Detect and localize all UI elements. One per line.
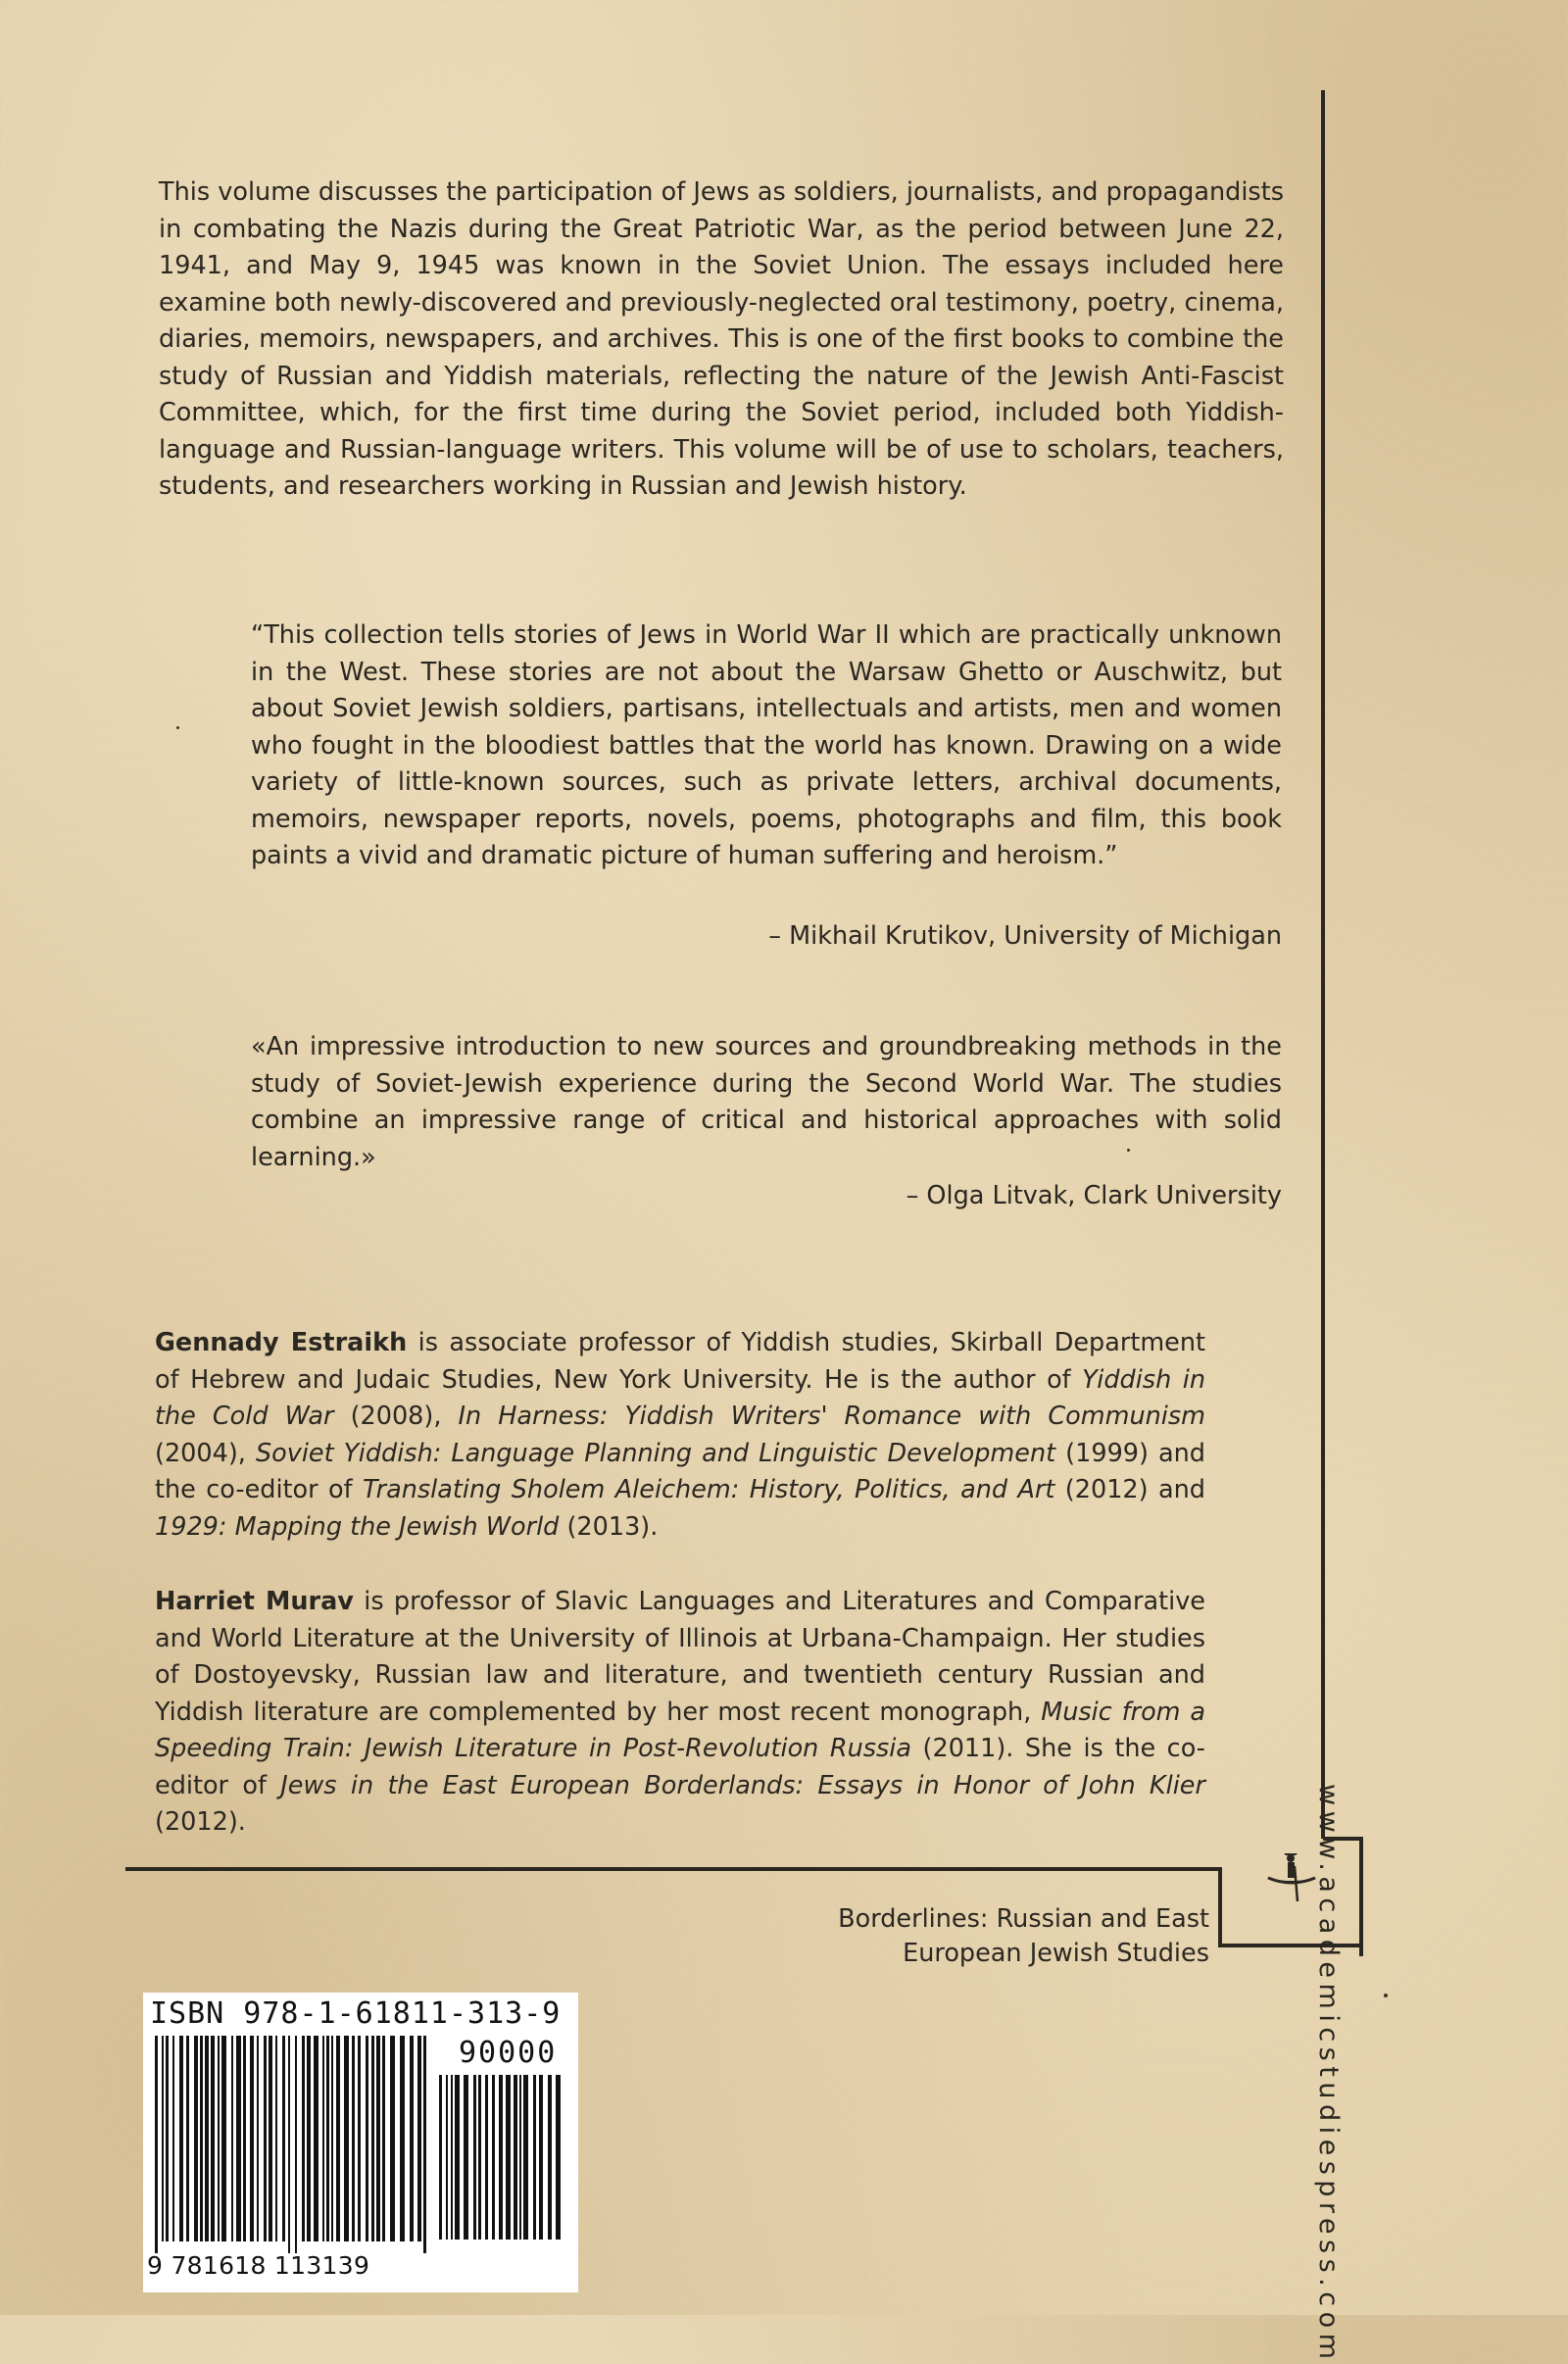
barcode-bar	[473, 2075, 476, 2240]
barcode-bar	[172, 2036, 174, 2241]
barcode-bar	[218, 2036, 220, 2241]
barcode-bar	[331, 2036, 333, 2241]
barcode-bar	[417, 2036, 421, 2241]
book-title: Translating Sholem Aleichem: History, Politics, and Art	[363, 1475, 1055, 1504]
barcode-bar	[390, 2036, 395, 2241]
book-title: Music from a Speeding Train: Jewish Literature in Post-Revolution Russia	[155, 1697, 1206, 1763]
book-description: This volume discusses the participation of Jews as soldiers, journalists, and propagandists in combating the Nazis during the Great Patriotic War, as the period between June 22, 1941, and May 9, 1945 was known in the Soviet Union. The essays included here examine both newly-discovered and previously-neglected oral testimony, poetry, cinema, diaries, memoirs, newspapers, and archives. This is one of the first books to combine the study of Russian and Yiddish materials, reflecting the nature of the Jewish Anti-Fascist Committee, which, for the first time during the Soviet period, included both Yiddish-language and Russian-language writers. This volume will be of use to scholars, teachers, students, and researchers working in Russian and Jewish history.	[159, 177, 1284, 501]
barcode-bar	[302, 2036, 305, 2241]
barcode-bar	[336, 2036, 340, 2241]
barcode-bar	[366, 2036, 368, 2241]
barcode-bar	[446, 2075, 448, 2240]
isbn-label: ISBN 978-1-61811-313-9	[150, 1996, 562, 2031]
barcode-bar	[423, 2036, 426, 2253]
series-line: Borderlines: Russian and East	[838, 1904, 1209, 1934]
author-name: Gennady Estraikh	[155, 1328, 408, 1357]
barcode-bar	[485, 2075, 488, 2240]
barcode-bar	[539, 2075, 543, 2240]
barcode-bar	[282, 2036, 285, 2241]
barcode-bar	[211, 2036, 215, 2241]
endorsement-quote: “This collection tells stories of Jews in World War II which are practically unknown in the West. These stories are not about the Warsaw Ghetto or Auschwitz, but about Soviet Jewish soldiers, partisans, intellectuals and artists, men and women who fought in the bloodiest battles that the world has known. Drawing on a wide variety of little-known sources, such as private letters, archival documents, memoirs, newspaper reports, novels, poems, photographs and film, this book paints a vivid and dramatic picture of human suffering and heroism.”	[251, 620, 1282, 870]
barcode-bar	[352, 2036, 355, 2241]
author-bio-murav	[155, 1584, 1205, 1842]
barcode-bar	[455, 2075, 460, 2240]
barcode-bar	[314, 2036, 318, 2241]
barcode-bar	[200, 2036, 203, 2241]
barcode-bar	[264, 2036, 267, 2241]
barcode-bar	[162, 2036, 164, 2241]
author-name: Harriet Murav	[155, 1587, 354, 1616]
book-title: Soviet Yiddish: Language Planning and Linguistic Development	[255, 1438, 1056, 1468]
barcode-bar	[523, 2075, 528, 2240]
barcode-bar	[499, 2075, 503, 2240]
bio-text: is professor of Slavic Languages and Literatures and Comparative and World Literature at the University of Illinois at Urbana-Champaign. Her studies of Dostoyevsky, Russian law and literature, and twentieth century Russian and Yiddish literature are complemented by her most recent monograph,	[155, 1587, 1205, 1727]
barcode-bar	[236, 2036, 241, 2241]
barcode-bar	[344, 2036, 349, 2241]
barcode-bar	[506, 2075, 511, 2240]
barcode-bar	[548, 2075, 552, 2240]
barcode-bar	[205, 2036, 209, 2241]
paper-speck	[1127, 1149, 1130, 1152]
bio-text: (2012).	[155, 1807, 246, 1837]
barcode-bar	[186, 2036, 189, 2241]
bio-text: (2008),	[333, 1402, 459, 1431]
border-rule	[1218, 1867, 1222, 1946]
bio-text: (2013).	[559, 1511, 659, 1542]
series-title	[838, 1902, 1209, 1971]
bio-text: (2012) and	[1054, 1475, 1205, 1504]
barcode-bar	[243, 2036, 246, 2241]
ean-bars	[155, 2036, 431, 2253]
endorsement-quote: «An impressive introduction to new sources and groundbreaking methods in the study of Soviet-Jewish experience during the Second World War. The studies combine an impressive range of critical and historical approaches with solid learning.»	[251, 1032, 1282, 1172]
barcode-bar	[179, 2036, 183, 2241]
book-title: 1929: Mapping the Jewish World	[155, 1511, 560, 1542]
barcode-bar	[382, 2036, 385, 2241]
bio-text: (2011). She is the co-editor of	[155, 1734, 1205, 1800]
barcode-bar	[231, 2036, 233, 2241]
barcode-bar	[464, 2075, 468, 2240]
barcode-bar	[250, 2036, 254, 2241]
barcode-bar	[556, 2075, 561, 2240]
barcode-bar	[514, 2075, 517, 2240]
barcode-bar	[451, 2075, 453, 2240]
barcode-bar	[519, 2075, 521, 2240]
ean-digits: 9 781618 113139	[147, 2251, 370, 2280]
border-rule	[1359, 1837, 1363, 1956]
barcode-bar	[533, 2075, 536, 2240]
barcode-bar	[155, 2036, 158, 2253]
book-title: In Harness: Yiddish Writers' Romance with Communism	[458, 1402, 1205, 1431]
barcode-bar	[478, 2075, 481, 2240]
border-rule	[1321, 90, 1325, 1839]
author-bio-estraikh	[155, 1325, 1205, 1546]
border-rule	[125, 1867, 1221, 1871]
paper-speck	[1384, 1994, 1388, 1997]
paper-speck	[176, 726, 179, 729]
publisher-website: www.academicstudiespress.com	[1313, 1784, 1344, 2364]
endorsement-attribution: – Mikhail Krutikov, University of Michigan	[768, 921, 1282, 951]
barcode-bar	[326, 2036, 329, 2241]
barcode-bar	[275, 2036, 277, 2241]
book-title: Yiddish in the Cold War	[155, 1364, 1205, 1431]
barcode-bar	[257, 2036, 259, 2241]
barcode-bar	[166, 2036, 169, 2241]
barcode-bar	[288, 2036, 290, 2253]
book-title: Jews in the East European Borderlands: Essays in Honor of John Klier	[280, 1770, 1205, 1800]
price-code: 90000	[459, 2036, 558, 2070]
series-line: European Jewish Studies	[903, 1939, 1209, 1968]
barcode-bar	[358, 2036, 361, 2241]
barcode-bar	[410, 2036, 414, 2241]
barcode-bar	[371, 2036, 374, 2241]
barcode-bar	[439, 2075, 442, 2240]
addon-bars	[439, 2075, 564, 2251]
boat-with-rower-icon	[1264, 1847, 1319, 1903]
barcode-bar	[269, 2036, 272, 2241]
barcode-bar	[295, 2036, 297, 2253]
barcode-bar	[322, 2036, 324, 2241]
barcode-bar	[194, 2036, 198, 2241]
barcode-bar	[307, 2036, 311, 2241]
bio-text: (1999) and the co-editor of	[155, 1438, 1205, 1504]
endorsement-attribution: – Olga Litvak, Clark University	[906, 1181, 1282, 1210]
barcode-bar	[376, 2036, 380, 2241]
barcode-bar	[400, 2036, 405, 2241]
isbn-barcode	[143, 1993, 578, 2292]
barcode-bar	[221, 2036, 226, 2241]
bio-text: is associate professor of Yiddish studies, Skirball Department of Hebrew and Judaic Studies, New York University. He is the author of	[155, 1328, 1206, 1395]
barcode-bar	[492, 2075, 495, 2240]
bio-text: (2004),	[155, 1438, 256, 1468]
